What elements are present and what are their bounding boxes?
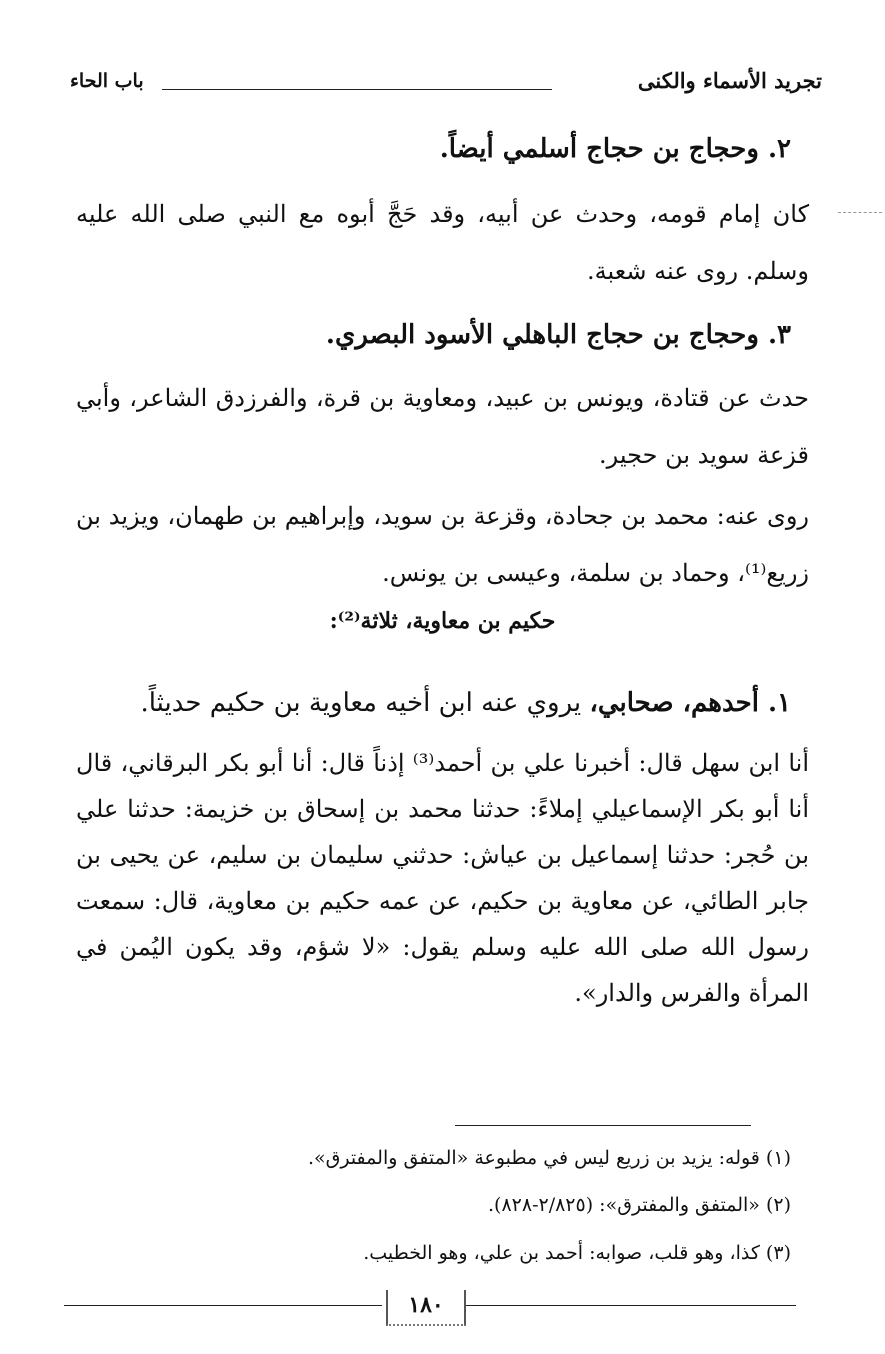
running-header: [70, 66, 822, 100]
footer-rule-left: [64, 1305, 382, 1306]
footnote-3: (٣) كذا، وهو قلب، صوابه: أحمد بن علي، وهو الخطيب.: [363, 1242, 791, 1264]
footer-rule-right: [466, 1305, 796, 1306]
footnote-1: (١) قوله: يزيد بن زريع ليس في مطبوعة «المتفق والمفترق».: [307, 1147, 791, 1169]
entry-3-paragraph-1: حدث عن قتادة، ويونس بن عبيد، ومعاوية بن قرة، والفرزدق الشاعر، وأبي قزعة سويد بن حجير.: [76, 384, 810, 469]
page-number: ١٨٠: [386, 1290, 466, 1326]
book-title: تجريد الأسماء والكنى: [637, 68, 822, 93]
header-rule: [162, 89, 552, 90]
entry-3-paragraph-2: روى عنه: محمد بن جحادة، وقزعة بن سويد، وإبراهيم بن طهمان، ويزيد بن زريع⁽¹⁾، وحماد بن سلمة، وعيسى بن يونس.: [76, 502, 809, 587]
footnote-rule: [455, 1125, 751, 1126]
section-title: حكيم بن معاوية، ثلاثة⁽²⁾:: [329, 608, 556, 634]
entry-2-paragraph: كان إمام قومه، وحدث عن أبيه، وقد حَجَّ أبوه مع النبي صلى الله عليه وسلم. روى عنه شعبة.: [76, 200, 809, 285]
chapter-title: باب الحاء: [70, 70, 144, 92]
entry-heading-2: ٢. وحجاج بن حجاج أسلمي أيضاً.: [439, 134, 791, 164]
margin-mark: [838, 212, 882, 213]
section-entry-heading: [140, 688, 791, 718]
footnote-2: (٢) «المتفق والمفترق»: (٢/٨٢٥-٨٢٨).: [487, 1194, 791, 1216]
entry-heading-3: ٣. وحجاج بن حجاج الباهلي الأسود البصري.: [325, 320, 791, 350]
section-entry-heading-bold: ١. أحدهم، صحابي،: [589, 688, 791, 718]
section-entry-body: أنا ابن سهل قال: أخبرنا علي بن أحمد⁽³⁾ إذناً قال: أنا أبو بكر البرقاني، قال أنا أبو بكر الإسماعيلي إملاءً: حدثنا محمد بن إسحاق بن خزيمة: حدثنا علي بن حُجر: حدثنا إسماعيل بن عياش: حدثني سليمان بن سليم، عن يحيى بن جابر الطائي، عن معاوية بن حكيم، عن عمه حكيم بن معاوية، قال: سمعت رسول الله صلى الله عليه وسلم يقول: «لا شؤم، وقد يكون اليُمن في المرأة والفرس والدار».: [76, 749, 809, 1007]
section-entry-heading-rest: يروي عنه ابن أخيه معاوية بن حكيم حديثاً.: [140, 688, 590, 718]
